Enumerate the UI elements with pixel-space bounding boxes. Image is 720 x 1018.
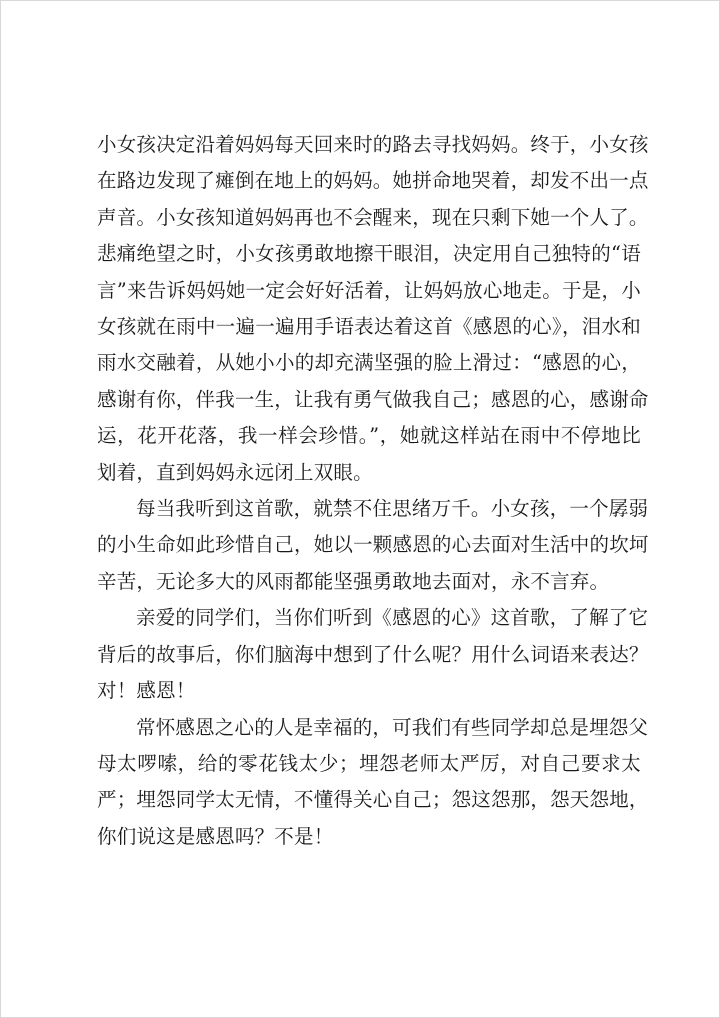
text-line: 背后的故事后，你们脑海中想到了什么呢？用什么词语来表达？: [97, 642, 649, 666]
text-line: 亲爱的同学们，当你们听到《感恩的心》这首歌，了解了它: [136, 606, 649, 630]
text-line: 严；埋怨同学太无情，不懂得关心自己；怨这怨那，怨天怨地，: [97, 788, 649, 812]
document-body: [97, 127, 649, 855]
text-line: 每当我听到这首歌，就禁不住思绪万千。小女孩，一个孱弱: [136, 497, 649, 521]
text-line: 雨水交融着，从她小小的却充满坚强的脸上滑过：“感恩的心，: [97, 351, 641, 375]
text-line: 声音。小女孩知道妈妈再也不会醒来，现在只剩下她一个人了。: [97, 205, 649, 229]
text-line: 悲痛绝望之时，小女孩勇敢地擦干眼泪，决定用自己独特的“语: [97, 242, 641, 266]
paragraph-2: [97, 491, 649, 600]
text-line: 在路边发现了瘫倒在地上的妈妈。她拼命地哭着，却发不出一点: [97, 169, 649, 193]
text-line: 的小生命如此珍惜自己，她以一颗感恩的心去面对生活中的坎坷: [97, 533, 649, 557]
text-line: 常怀感恩之心的人是幸福的，可我们有些同学却总是埋怨父: [136, 715, 649, 739]
paragraph-3: [97, 600, 649, 709]
paragraph-1: [97, 127, 649, 491]
text-line: 女孩就在雨中一遍一遍用手语表达着这首《感恩的心》，泪水和: [97, 315, 641, 339]
text-line: 辛苦，无论多大的风雨都能坚强勇敢地去面对，永不言弃。: [97, 569, 610, 593]
text-line: 感谢有你，伴我一生，让我有勇气做我自己；感恩的心，感谢命: [97, 387, 649, 411]
text-line: 运，花开花落，我一样会珍惜。”，她就这样站在雨中不停地比: [97, 424, 641, 448]
text-line: 母太啰嗦，给的零花钱太少；埋怨老师太严厉，对自己要求太: [97, 751, 641, 775]
text-line: 言”来告诉妈妈她一定会好好活着，让妈妈放心地走。于是，小: [97, 278, 641, 302]
text-line: 你们说这是感恩吗？不是！: [97, 824, 334, 848]
text-line: 小女孩决定沿着妈妈每天回来时的路去寻找妈妈。终于，小女孩: [97, 133, 649, 156]
text-line: 划着，直到妈妈永远闭上双眼。: [97, 460, 373, 484]
paragraph-4: [97, 710, 649, 856]
text-line: 对！感恩！: [97, 679, 196, 703]
